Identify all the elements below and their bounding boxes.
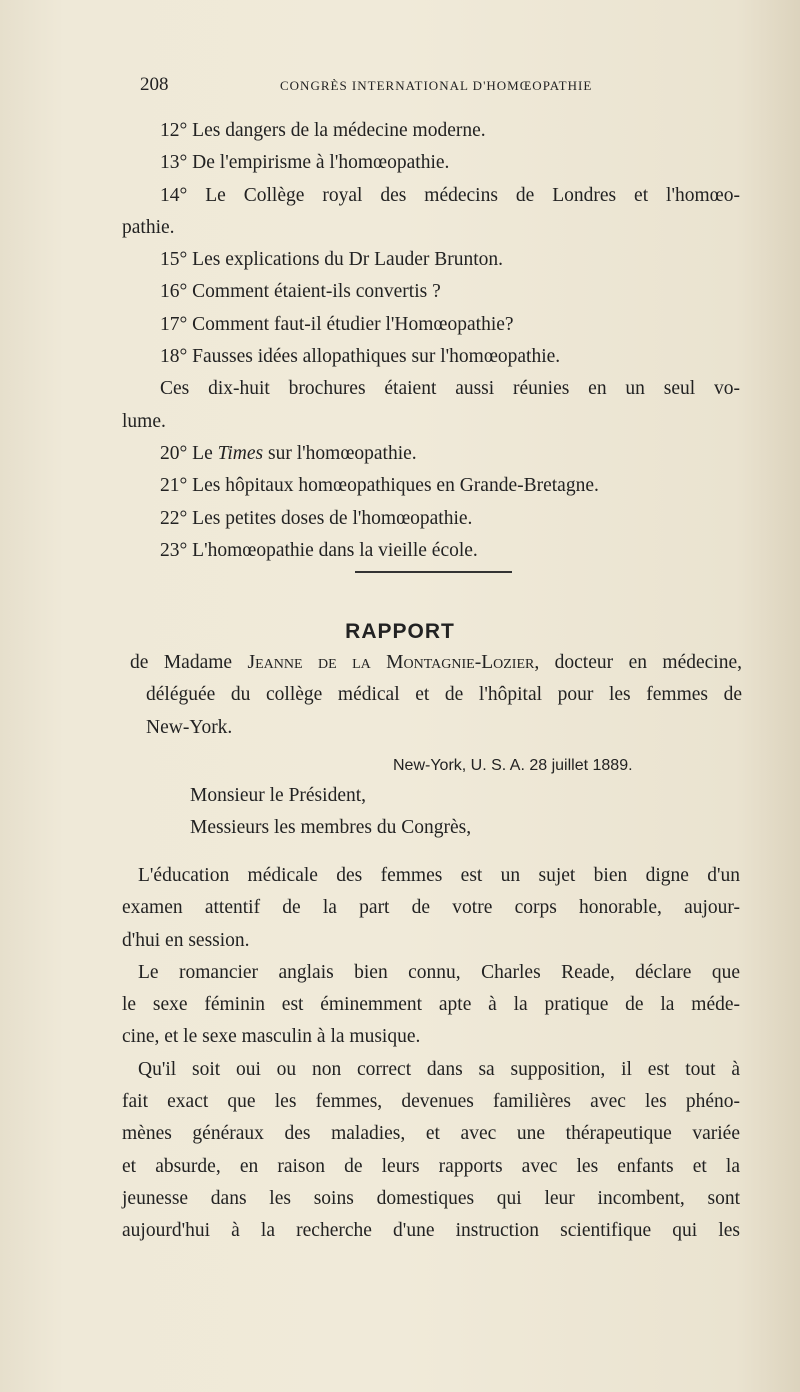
list-item-suffix: sur l'homœopathie. [268,442,417,464]
body-line: L'éducation médicale des femmes est un sujet bien digne d'un [138,865,740,886]
body-line: le sexe féminin est éminemment apte à la pratique de la méde- [122,994,740,1016]
running-title: CONGRÈS INTERNATIONAL D'HOMŒOPATHIE [280,78,593,93]
body-line: Qu'il soit oui ou non correct dans sa supposition, il est tout à [138,1058,740,1080]
list-item: 16° Comment étaient-ils convertis ? [160,281,441,303]
report-intro [130,647,742,744]
list-item: 22° Les petites doses de l'homœopathie. [160,507,473,529]
page-header [140,74,625,100]
list-item: 23° L'homœopathie dans la vieille école. [160,539,478,561]
intro-prefix: de Madame [130,652,233,673]
body-line: Le romancier anglais bien connu, Charles Reade, déclare que [138,961,740,983]
list-item: 21° Les hôpitaux homœopathiques en Grande-Bretagne. [160,475,599,497]
list-item: 18° Fausses idées allopathiques sur l'homœopathie. [160,346,561,368]
list-item: 12° Les dangers de la médecine moderne. [160,120,486,141]
date-line: New-York, U. S. A. 28 juillet 1889. [393,757,633,774]
body-line: d'hui en session. [122,929,250,951]
body-line: cine, et le sexe masculin à la musique. [122,1026,421,1048]
list-item: 14° Le Collège royal des médecins de Londres et l'homœo- [160,184,740,206]
body-line: fait exact que les femmes, devenues familières avec les phéno- [122,1091,740,1113]
section-divider [355,571,512,573]
salutation: Messieurs les membres du Congrès, [190,817,472,838]
list-item: 17° Comment faut-il étudier l'Homœopathie? [160,313,514,335]
list-item-continued: pathie. [122,216,175,238]
intro-line: New-York. [146,716,233,738]
salutation: Monsieur le Président, [190,785,367,806]
brochure-list [122,115,740,567]
list-note-continued: lume. [122,410,166,432]
list-item-prefix: 20° Le [160,442,213,464]
page-number: 208 [140,74,169,95]
report-body [122,860,740,1248]
list-item [122,438,740,470]
body-line: jeunesse dans les soins domestiques qui leur incombent, sont [122,1187,740,1209]
section-title: RAPPORT [345,620,455,643]
body-line: examen attentif de la part de votre corps honorable, aujour- [122,897,740,919]
intro-suffix: docteur en médecine, [554,652,742,673]
body-line: mènes généraux des maladies, et avec une thérapeutique variée [122,1123,740,1145]
body-line: aujourd'hui à la recherche d'une instruction scientifique qui les [122,1220,740,1242]
author-name: Jeanne de la Montagnie-Lozier, [247,652,540,673]
list-note: Ces dix-huit brochures étaient aussi réunies en un seul vo- [160,378,740,400]
intro-line [130,647,742,679]
intro-line: déléguée du collège médical et de l'hôpital pour les femmes de [146,684,742,706]
list-item: 15° Les explications du Dr Lauder Brunton. [160,249,504,271]
times-title: Times [217,442,264,464]
body-line: et absurde, en raison de leurs rapports avec les enfants et la [122,1155,740,1177]
list-item: 13° De l'empirisme à l'homœopathie. [160,152,450,174]
